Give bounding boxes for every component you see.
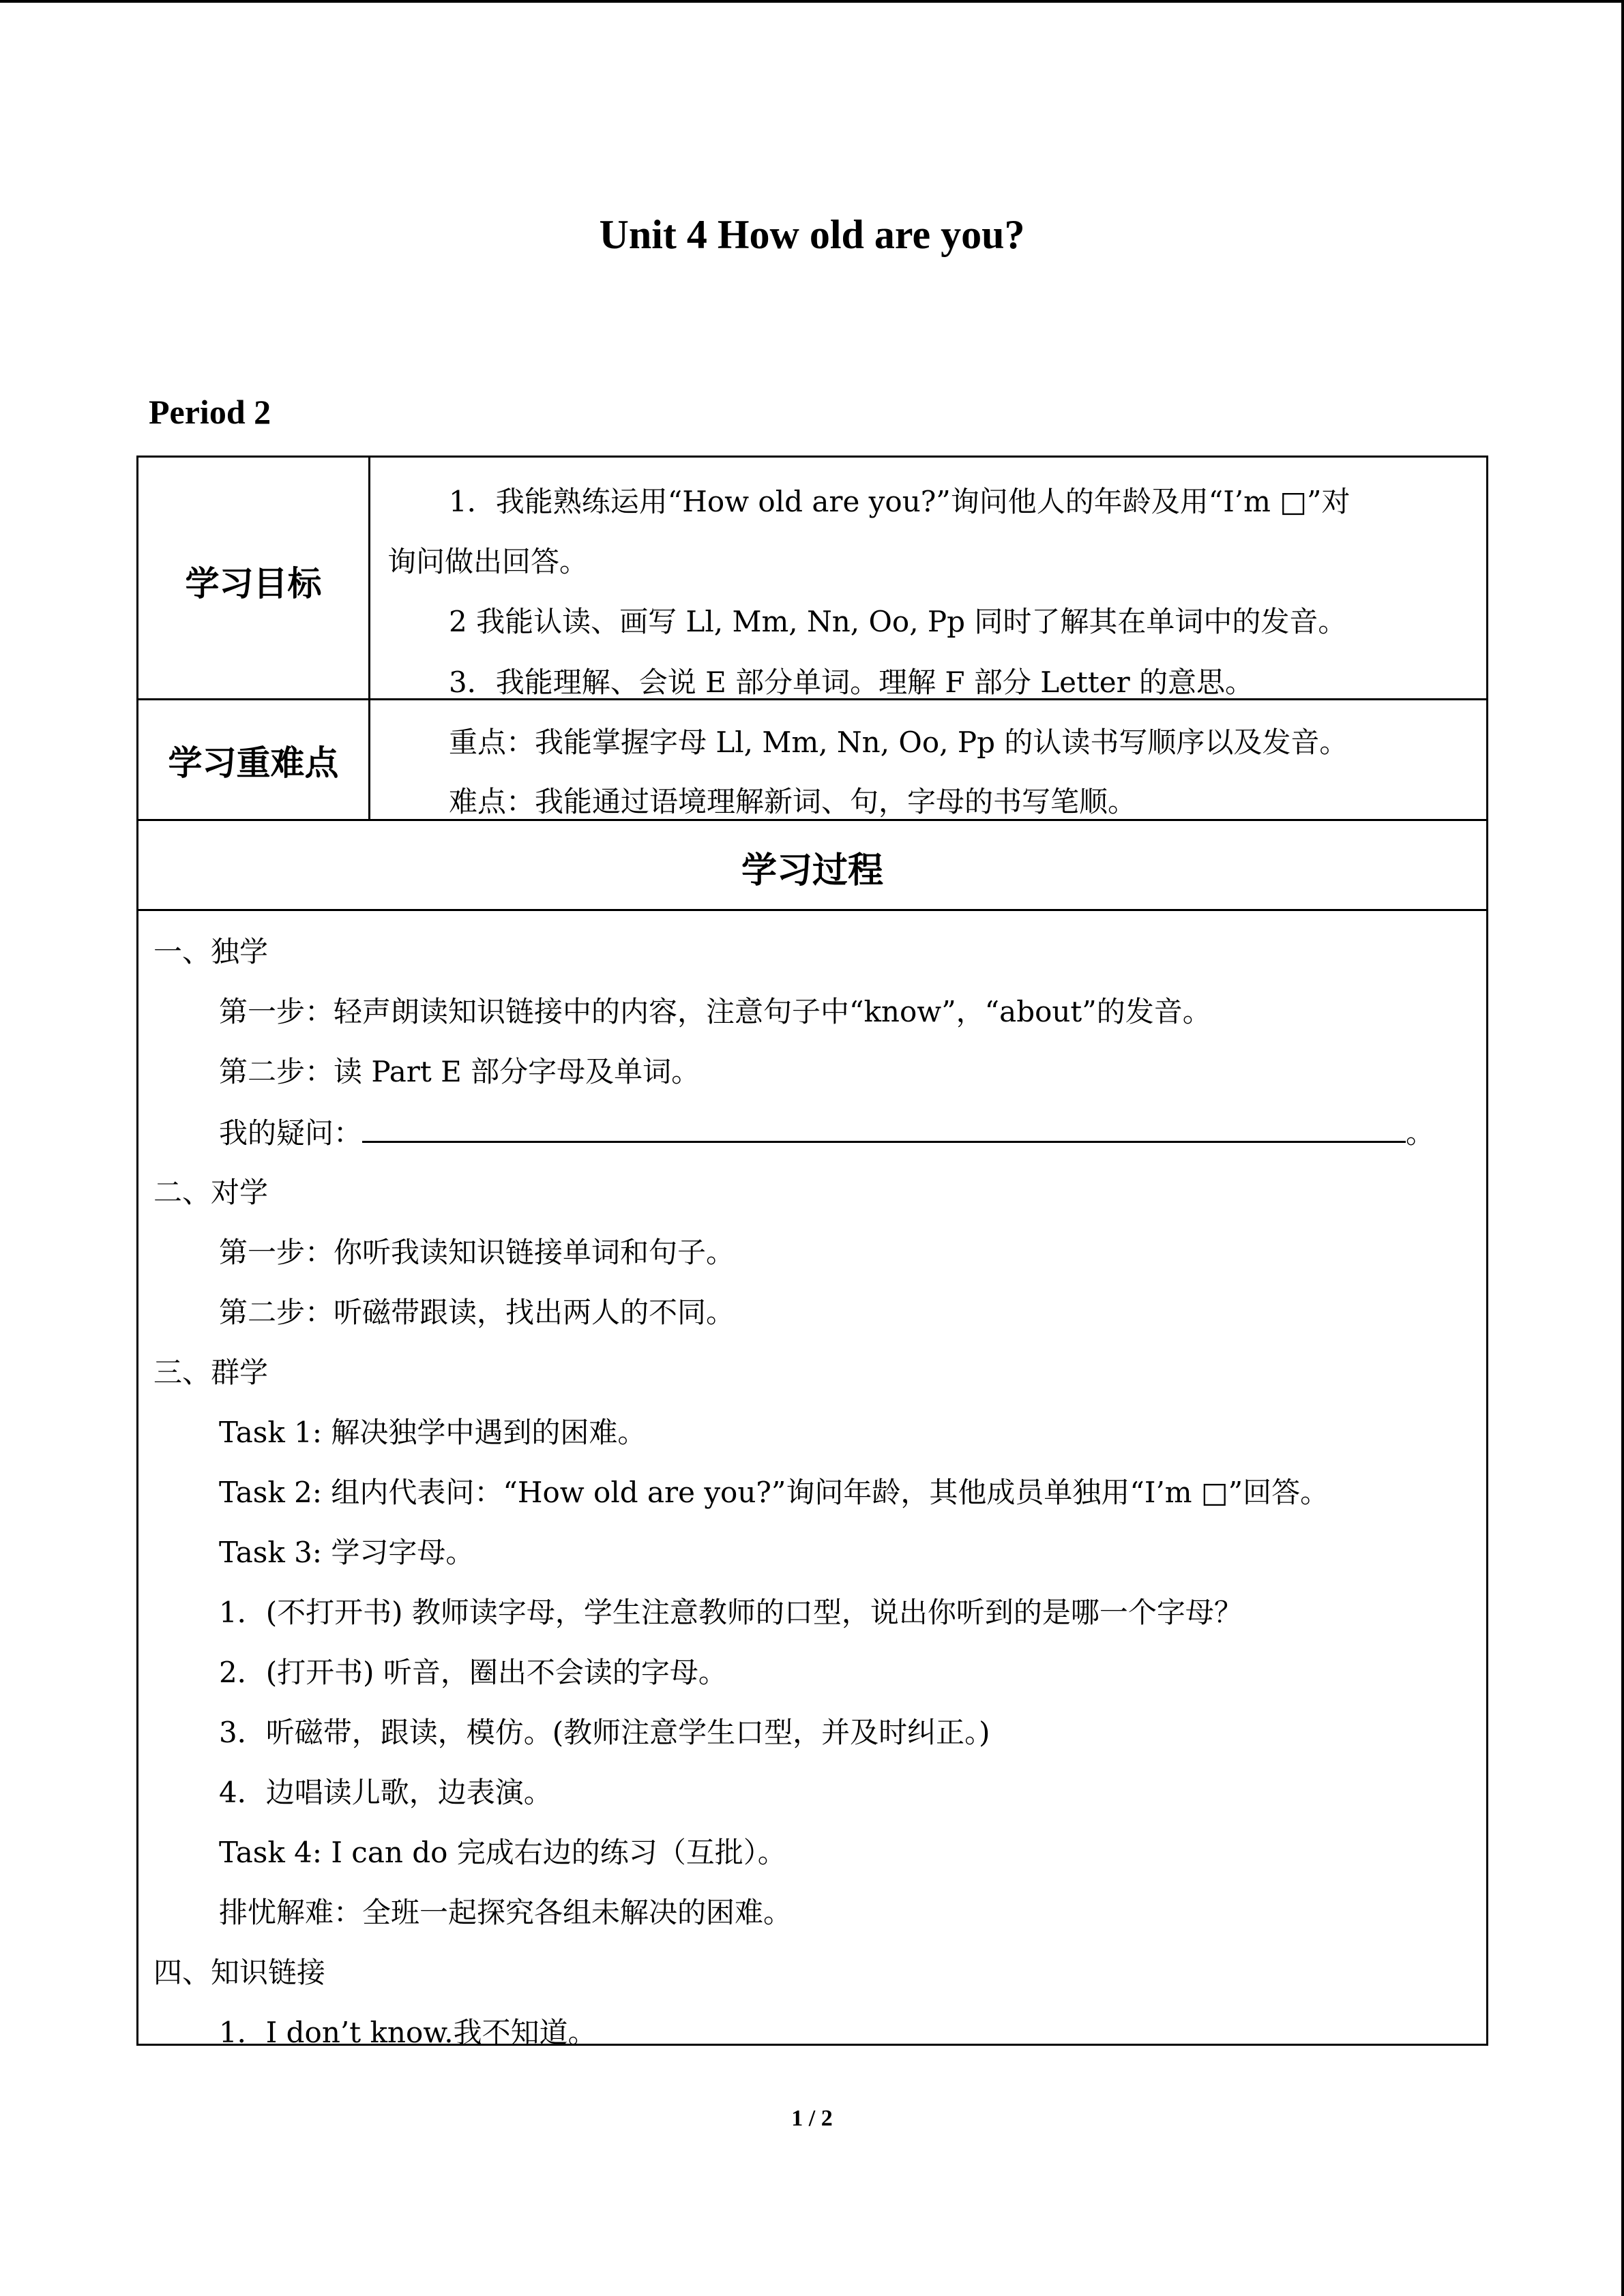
question-blank[interactable] <box>362 1114 1406 1143</box>
task-3: Task 3: 学习字母。 <box>219 1536 475 1569</box>
keypoint-line-2: 难点：我能通过语境理解新词、句，字母的书写笔顺。 <box>449 785 1137 818</box>
pair-step-2: 第二步：听磁带跟读，找出两人的不同。 <box>219 1296 735 1329</box>
process-heading: 学习过程 <box>741 850 883 891</box>
column-divider <box>368 458 370 819</box>
question-end: 。 <box>1406 1116 1435 1150</box>
task-4: Task 4: I can do 完成右边的练习（互批）。 <box>219 1836 786 1869</box>
page-number: 1 / 2 <box>791 2106 833 2131</box>
task-3-step-4: 4．边唱读儿歌，边表演。 <box>219 1776 552 1809</box>
question-line <box>219 1111 1434 1152</box>
section-group-study: 三、群学 <box>153 1356 269 1389</box>
self-step-1: 第一步：轻声朗读知识链接中的内容，注意句子中“know”，“about”的发音。 <box>219 995 1211 1028</box>
task-3-step-3: 3．听磁带，跟读，模仿。(教师注意学生口型，并及时纠正。) <box>219 1716 990 1749</box>
period-label: Period 2 <box>149 393 271 431</box>
goal-line-1: 1．我能熟练运用“How old are you?”询问他人的年龄及用“I’m □”对 <box>449 485 1350 518</box>
row-divider-process-head <box>138 909 1486 911</box>
goal-line-2: 询问做出回答。 <box>387 545 589 578</box>
task-3-step-2: 2．(打开书) 听音，圈出不会读的字母。 <box>219 1656 727 1689</box>
pair-step-1: 第一步：你听我读知识链接单词和句子。 <box>219 1236 735 1269</box>
task-2: Task 2: 组内代表问：“How old are you?”询问年龄，其他成员单独用“I’m □”回答。 <box>219 1476 1329 1509</box>
goals-heading: 学习目标 <box>185 564 322 603</box>
keypoints-heading: 学习重难点 <box>168 743 339 783</box>
top-border <box>0 0 1624 3</box>
task-1: Task 1: 解决独学中遇到的困难。 <box>219 1416 647 1449</box>
goal-line-4: 3．我能理解、会说 E 部分单词。理解 F 部分 Letter 的意思。 <box>449 666 1254 699</box>
section-pair-study: 二、对学 <box>153 1176 269 1209</box>
lesson-table <box>136 456 1488 2049</box>
right-border <box>1621 0 1624 2296</box>
task-3-step-1: 1．(不打开书) 教师读字母，学生注意教师的口型，说出你听到的是哪一个字母？ <box>219 1596 1243 1629</box>
knowledge-item-1: 1．I don’t know.我不知道。 <box>219 2016 597 2049</box>
question-label: 我的疑问： <box>219 1116 363 1150</box>
page-title: Unit 4 How old are you? <box>599 212 1025 257</box>
section-knowledge-link: 四、知识链接 <box>153 1956 326 1989</box>
section-self-study: 一、独学 <box>153 935 269 968</box>
goal-line-3: 2 我能认读、画写 Ll, Mm, Nn, Oo, Pp 同时了解其在单词中的发音。 <box>449 605 1347 638</box>
keypoint-line-1: 重点：我能掌握字母 Ll, Mm, Nn, Oo, Pp 的认读书写顺序以及发音。 <box>449 726 1348 759</box>
troubleshoot-line: 排忧解难：全班一起探究各组未解决的困难。 <box>219 1896 793 1929</box>
self-step-2: 第二步：读 Part E 部分字母及单词。 <box>219 1055 700 1088</box>
